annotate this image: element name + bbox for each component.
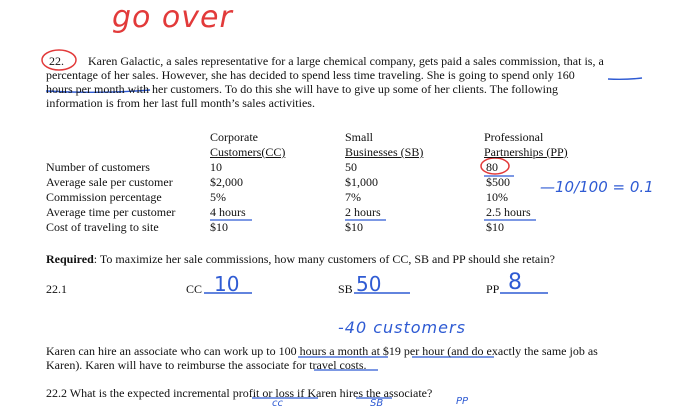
cc-value: $2,000 (210, 175, 243, 189)
row-label: Cost of traveling to site (46, 220, 159, 234)
required-label: Required (46, 252, 94, 266)
cc-mark: cc (272, 398, 283, 409)
pp-value: 10% (486, 190, 508, 204)
problem-line-4: information is from her last full month’s sales activities. (46, 96, 315, 110)
pp-header-2: Partnerships (PP) (484, 145, 568, 159)
sb-value: 7% (345, 190, 361, 204)
problem-line-2: percentage of her sales. However, she has decided to spend less time traveling. She is going to spend only 160 (46, 68, 575, 82)
sb-value: 50 (345, 160, 357, 174)
pp-value: 80 (486, 160, 498, 174)
hire-line-2: Karen). Karen will have to reimburse the associate for travel costs. (46, 358, 367, 372)
pp-answer: 8 (508, 270, 522, 295)
q2-text: 22.2 What is the expected incremental profit or loss if Karen hires the associate? (46, 386, 433, 400)
sb-answer-label: SB (338, 282, 353, 296)
sb-value: $10 (345, 220, 363, 234)
cc-answer: 10 (214, 272, 240, 296)
sb-header-1: Small (345, 130, 374, 144)
cc-answer-label: CC (186, 282, 203, 296)
pp-mark: PP (456, 396, 469, 407)
problem-number: 22. (49, 54, 64, 68)
problem-line-1: Karen Galactic, a sales representative for a large chemical company, gets paid a sales commission, that is, a (88, 54, 604, 68)
cc-value: 4 hours (210, 205, 246, 219)
pp-value: $10 (486, 220, 504, 234)
pp-division-note: —10/100 = 0.1 (540, 178, 654, 196)
hire-line-1: Karen can hire an associate who can work up to 100 hours a month at $19 per hour (and do exactly the same job as (46, 344, 598, 358)
problem-line-3: hours per month with her customers. To do this she will have to give up some of her clients. The following (46, 82, 558, 96)
sb-answer: 50 (356, 272, 382, 296)
pp-value: $500 (486, 175, 510, 189)
go-over-note: go over (112, 0, 233, 35)
cc-header-1: Corporate (210, 130, 258, 144)
cc-header-2: Customers(CC) (210, 145, 286, 159)
sb-value: 2 hours (345, 205, 381, 219)
required-text: : To maximize her sale commissions, how many customers of CC, SB and PP should she retain? (93, 252, 555, 266)
pp-answer-label: PP (486, 282, 500, 296)
hours-underline-right (608, 78, 642, 79)
row-label: Commission percentage (46, 190, 162, 204)
sb-mark: SB (370, 398, 384, 409)
hire-customers-note: -40 customers (338, 318, 466, 337)
sb-header-2: Businesses (SB) (345, 145, 424, 159)
row-label: Average sale per customer (46, 175, 173, 189)
pp-value: 2.5 hours (486, 205, 531, 219)
row-label: Number of customers (46, 160, 150, 174)
sb-value: $1,000 (345, 175, 378, 189)
required-line (46, 252, 555, 266)
pp-header-1: Professional (484, 130, 544, 144)
cc-value: 10 (210, 160, 222, 174)
cc-value: 5% (210, 190, 226, 204)
cc-value: $10 (210, 220, 228, 234)
q1-number: 22.1 (46, 282, 67, 296)
row-label: Average time per customer (46, 205, 176, 219)
